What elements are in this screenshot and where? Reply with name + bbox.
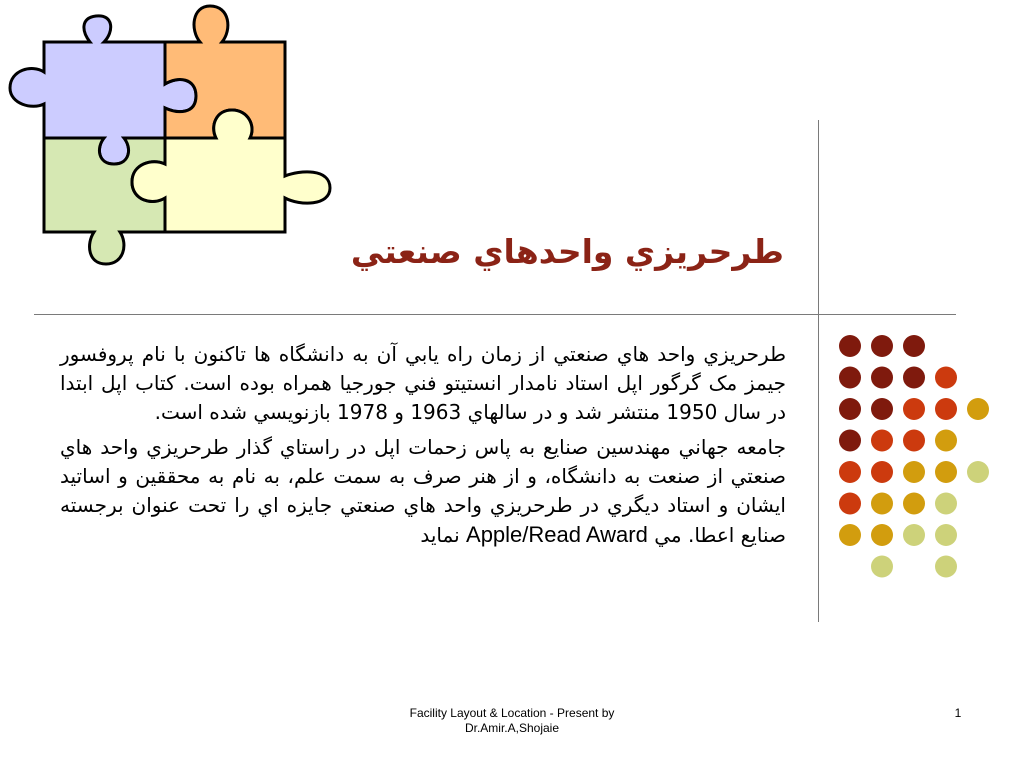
dot-red xyxy=(839,461,861,483)
footer-line-1: Facility Layout & Location - Present by xyxy=(409,706,615,720)
dot-red xyxy=(839,493,861,515)
dot-red xyxy=(935,367,957,389)
footer-line-2: Dr.Amir.A,Shojaie xyxy=(464,721,560,735)
dot-olive xyxy=(935,556,957,578)
dot-maroon xyxy=(871,335,893,357)
dot-gold xyxy=(871,493,893,515)
decorative-dot-grid xyxy=(830,330,1000,590)
dot-olive xyxy=(871,556,893,578)
dot-gold xyxy=(903,461,925,483)
award-name: Apple/Read Award xyxy=(466,522,648,547)
dot-olive xyxy=(935,524,957,546)
horizontal-divider xyxy=(34,314,956,315)
dot-red xyxy=(871,430,893,452)
dot-maroon xyxy=(871,367,893,389)
dot-gold xyxy=(935,430,957,452)
paragraph-1: طرحريزي واحد هاي صنعتي از زمان راه يابي آن به دانشگاه ها تاكنون با نام پروفسور جيمز مک گرگور اپل استاد نامدار انستيتو فني جورجيا همراه بوده است. كتاب اپل ابتدا در سال 1950 منتشر شد و در سالهاي 1963 و 1978 بازنويسي شده است. xyxy=(60,342,786,424)
page-number: 1 xyxy=(954,706,962,720)
paragraph-2-text: جامعه جهاني مهندسين صنايع به پاس زحمات اپل در راستاي گذار طرحريزي واحد هاي صنعتي از صنعت به دانشگاه، و از هنر صرف به سمت علم، به نام به محققين و اساتيد ايشان و استاد ديگري در طرحريزي واحد هاي صنعتي جايزه اي را تحت عنوان برجسته صنايع اعطا. مي xyxy=(60,435,786,547)
puzzle-graphic xyxy=(0,0,340,270)
slide-body xyxy=(60,340,786,556)
dot-maroon xyxy=(839,430,861,452)
paragraph-2 xyxy=(60,433,786,550)
vertical-divider xyxy=(818,120,819,622)
dot-olive xyxy=(967,461,989,483)
dot-maroon xyxy=(903,335,925,357)
dot-maroon xyxy=(839,335,861,357)
dot-maroon xyxy=(871,398,893,420)
dot-maroon xyxy=(839,398,861,420)
paragraph-2-ending: نمايد xyxy=(420,523,460,547)
footer-text xyxy=(372,706,652,736)
slide-title: طرحريزي واحدهاي صنعتي xyxy=(350,232,784,271)
dot-maroon xyxy=(839,367,861,389)
dot-gold xyxy=(903,493,925,515)
dot-gold xyxy=(839,524,861,546)
dot-gold xyxy=(871,524,893,546)
dot-red xyxy=(935,398,957,420)
dot-red xyxy=(903,398,925,420)
dot-olive xyxy=(935,493,957,515)
dot-maroon xyxy=(903,367,925,389)
dot-red xyxy=(871,461,893,483)
dot-gold xyxy=(967,398,989,420)
dot-red xyxy=(903,430,925,452)
dot-gold xyxy=(935,461,957,483)
dot-olive xyxy=(903,524,925,546)
